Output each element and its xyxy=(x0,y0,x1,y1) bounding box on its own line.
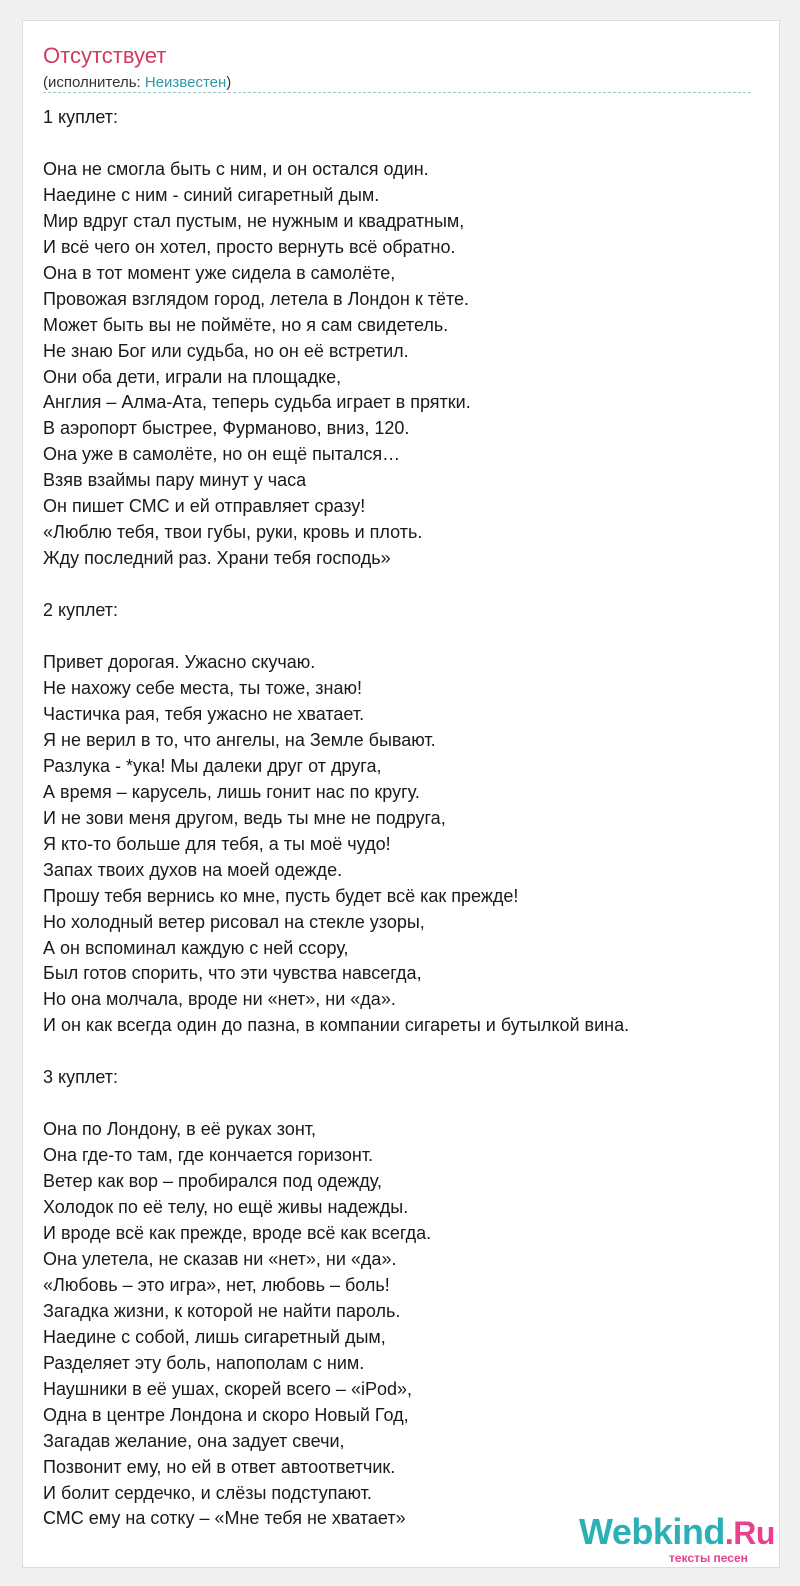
verse-heading: 2 куплет: xyxy=(43,600,118,621)
song-title: Отсутствует xyxy=(43,43,167,68)
lyrics-line: Я не верил в то, что ангелы, на Земле бывают. xyxy=(43,729,436,750)
lyrics-line: Позвонит ему, но ей в ответ автоответчик. xyxy=(43,1456,396,1477)
lyrics-line: А он вспоминал каждую с ней ссору, xyxy=(43,937,349,958)
lyrics-line: Холодок по её телу, но ещё живы надежды. xyxy=(43,1197,409,1218)
artist-prefix: (исполнитель: xyxy=(43,74,145,91)
logo-brand-main: Webkind xyxy=(579,1511,725,1552)
lyrics-line: Наедине с собой, лишь сигаретный дым, xyxy=(43,1326,386,1347)
lyrics-blank-line xyxy=(43,624,629,650)
lyrics-line: Был готов спорить, что эти чувства навсегда, xyxy=(43,963,422,984)
lyrics-line: Не знаю Бог или судьба, но он её встретил. xyxy=(43,340,409,361)
lyrics-line: Может быть вы не поймёте, но я сам свидетель. xyxy=(43,314,449,335)
lyrics-line: Мир вдруг стал пустым, не нужным и квадратным, xyxy=(43,210,465,231)
lyrics-line: Наедине с ним - синий сигаретный дым. xyxy=(43,184,380,205)
artist-line xyxy=(43,73,231,93)
lyrics-line: Но холодный ветер рисовал на стекле узоры, xyxy=(43,911,425,932)
verse-heading: 3 куплет: xyxy=(43,1067,118,1088)
lyrics-line: Наушники в её ушах, скорей всего – «iPod», xyxy=(43,1378,412,1399)
lyrics-blank-line xyxy=(43,572,629,598)
lyrics-line: Частичка рая, тебя ужасно не хватает. xyxy=(43,703,365,724)
lyrics-line: Он пишет СМС и ей отправляет сразу! xyxy=(43,496,366,517)
lyrics-line: И всё чего он хотел, просто вернуть всё обратно. xyxy=(43,236,456,257)
lyrics-line: Ветер как вор – пробирался под одежду, xyxy=(43,1171,382,1192)
lyrics-line: СМС ему на сотку – «Мне тебя не хватает» xyxy=(43,1508,406,1529)
logo-brand-suffix: .Ru xyxy=(724,1515,775,1551)
lyrics-line: Я кто-то больше для тебя, а ты моё чудо! xyxy=(43,833,391,854)
lyrics-line: Привет дорогая. Ужасно скучаю. xyxy=(43,652,316,673)
lyrics-line: «Любовь – это игра», нет, любовь – боль! xyxy=(43,1274,390,1295)
lyrics-line: Они оба дети, играли на площадке, xyxy=(43,366,342,387)
lyrics-line: Она по Лондону, в её руках зонт, xyxy=(43,1119,317,1140)
lyrics-line: Разделяет эту боль, напополам с ним. xyxy=(43,1352,365,1373)
lyrics-line: И болит сердечко, и слёзы подступают. xyxy=(43,1482,372,1503)
artist-suffix: ) xyxy=(226,74,232,91)
lyrics-line: И он как всегда один до пазна, в компании сигареты и бутылкой вина. xyxy=(43,1015,630,1036)
lyrics-line: Загадка жизни, к которой не найти пароль. xyxy=(43,1300,401,1321)
lyrics-line: Прошу тебя вернись ко мне, пусть будет всё как прежде! xyxy=(43,885,519,906)
lyrics-line: Загадав желание, она задует свечи, xyxy=(43,1430,345,1451)
lyrics-line: Но она молчала, вроде ни «нет», ни «да». xyxy=(43,989,396,1010)
site-logo[interactable] xyxy=(579,1511,775,1566)
lyrics-line: Она в тот момент уже сидела в самолёте, xyxy=(43,262,396,283)
lyrics-line: В аэропорт быстрее, Фурманово, вниз, 120. xyxy=(43,418,410,439)
lyrics-line: Она улетела, не сказав ни «нет», ни «да». xyxy=(43,1248,397,1269)
verse-heading: 1 куплет: xyxy=(43,107,118,127)
lyrics-line: А время – карусель, лишь гонит нас по кругу. xyxy=(43,781,420,802)
lyrics-line: «Люблю тебя, твои губы, руки, кровь и плоть. xyxy=(43,522,423,543)
lyrics-text xyxy=(43,105,629,1532)
lyrics-line: Запах твоих духов на моей одежде. xyxy=(43,859,343,880)
lyrics-blank-line xyxy=(43,1091,629,1117)
lyrics-line: Англия – Алма-Ата, теперь судьба играет в прятки. xyxy=(43,392,471,413)
lyrics-line: Не нахожу себе места, ты тоже, знаю! xyxy=(43,677,362,698)
lyrics-line: Одна в центре Лондона и скоро Новый Год, xyxy=(43,1404,409,1425)
lyrics-line: Жду последний раз. Храни тебя господь» xyxy=(43,548,391,569)
lyrics-line: Она где-то там, где кончается горизонт. xyxy=(43,1145,374,1166)
lyrics-line: И не зови меня другом, ведь ты мне не подруга, xyxy=(43,807,446,828)
lyrics-line: Провожая взглядом город, летела в Лондон к тёте. xyxy=(43,288,470,309)
logo-wordmark xyxy=(579,1511,775,1553)
lyrics-card xyxy=(22,20,780,1568)
artist-link[interactable]: Неизвестен xyxy=(144,74,227,91)
lyrics-line: Разлука - *ука! Мы далеки друг от друга, xyxy=(43,755,382,776)
lyrics-line: Она уже в самолёте, но он ещё пытался… xyxy=(43,444,401,465)
dashed-divider xyxy=(43,92,751,93)
lyrics-blank-line xyxy=(43,1039,629,1065)
lyrics-line: Она не смогла быть с ним, и он остался один. xyxy=(43,158,429,179)
lyrics-blank-line xyxy=(43,131,629,157)
logo-tagline: тексты песен xyxy=(669,1551,748,1565)
lyrics-line: Взяв взаймы пару минут у часа xyxy=(43,470,307,491)
lyrics-line: И вроде всё как прежде, вроде всё как всегда. xyxy=(43,1222,432,1243)
